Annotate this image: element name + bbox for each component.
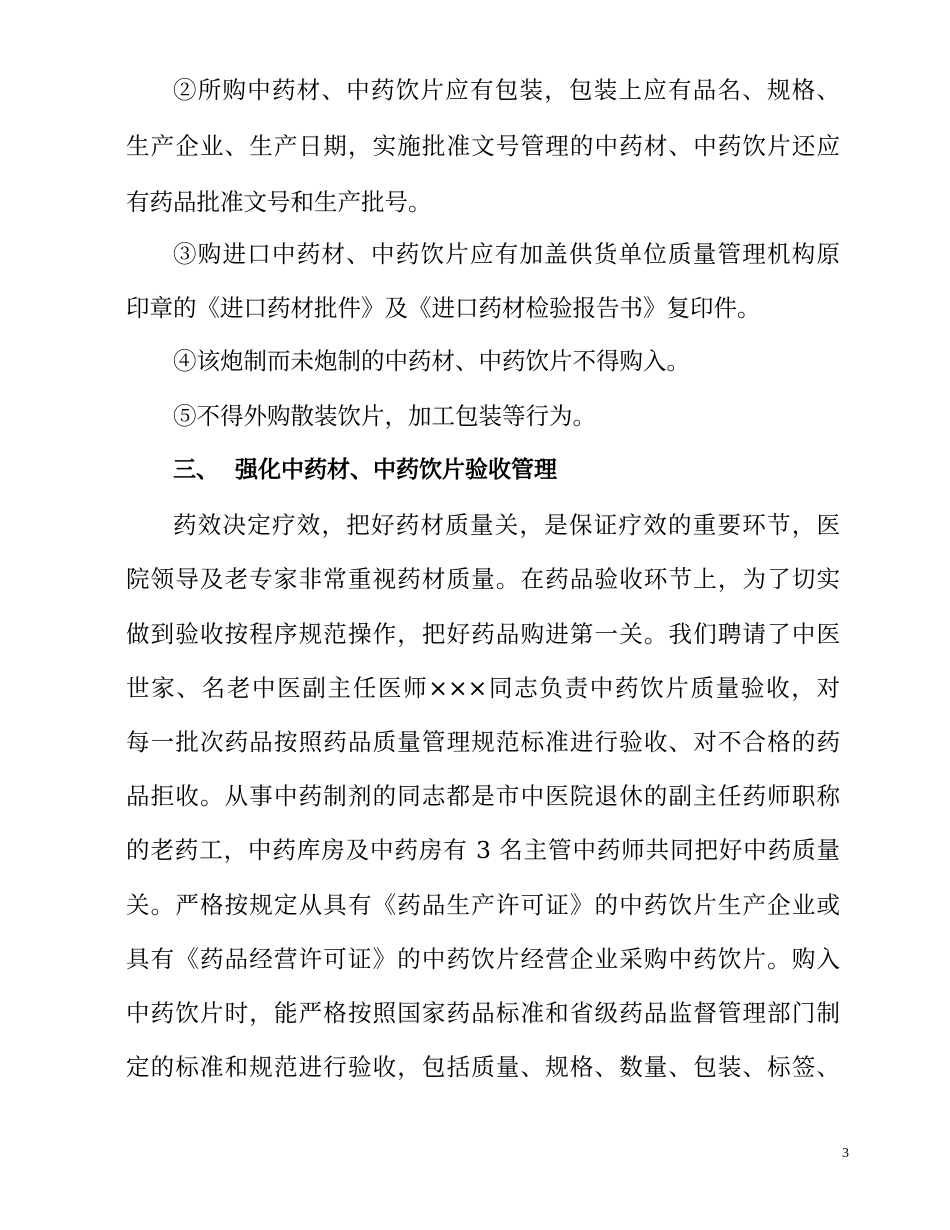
paragraph-line: 具有《药品经营许可证》的中药饮片经营企业采购中药饮片。购入 (126, 945, 840, 973)
paragraph-line: 印章的《进口药材批件》及《进口药材检验报告书》复印件。 (126, 294, 761, 322)
paragraph-line: 定的标准和规范进行验收，包括质量、规格、数量、包装、标签、 (126, 1053, 840, 1081)
paragraph-line: ④该炮制而未炮制的中药材、中药饮片不得购入。 (173, 347, 690, 375)
page-number: 3 (842, 1146, 849, 1161)
paragraph-line: 生产企业、生产日期，实施批准文号管理的中药材、中药饮片还应 (126, 132, 840, 160)
paragraph-line: 关。严格按规定从具有《药品生产许可证》的中药饮片生产企业或 (126, 891, 840, 919)
paragraph-line: 每一批次药品按照药品质量管理规范标准进行验收、对不合格的药 (126, 728, 840, 756)
section-heading (173, 450, 887, 490)
paragraph-line: 有药品批准文号和生产批号。 (126, 188, 432, 216)
paragraph-line: 世家、名老中医副主任医师×××同志负责中药饮片质量验收，对 (126, 674, 840, 702)
paragraph-line: 品拒收。从事中药制剂的同志都是市中医院退休的副主任药师职称 (126, 782, 840, 810)
section-number: 三、 (173, 457, 219, 483)
paragraph-line: 院领导及老专家非常重视药材质量。在药品验收环节上，为了切实 (126, 565, 840, 593)
paragraph-line: 药效决定疗效，把好药材质量关，是保证疗效的重要环节，医 (173, 511, 840, 539)
section-title: 强化中药材、中药饮片验收管理 (235, 457, 557, 483)
paragraph-line: ②所购中药材、中药饮片应有包装，包装上应有品名、规格、 (173, 76, 840, 104)
paragraph-line: ⑤不得外购散装饮片，加工包装等行为。 (173, 402, 596, 430)
paragraph-line: 的老药工，中药库房及中药房有 3 名主管中药师共同把好中药质量 (126, 836, 840, 864)
paragraph-line: 中药饮片时，能严格按照国家药品标准和省级药品监督管理部门制 (126, 999, 840, 1027)
paragraph-line: 做到验收按程序规范操作，把好药品购进第一关。我们聘请了中医 (126, 620, 840, 648)
paragraph-line: ③购进口中药材、中药饮片应有加盖供货单位质量管理机构原 (173, 240, 840, 268)
